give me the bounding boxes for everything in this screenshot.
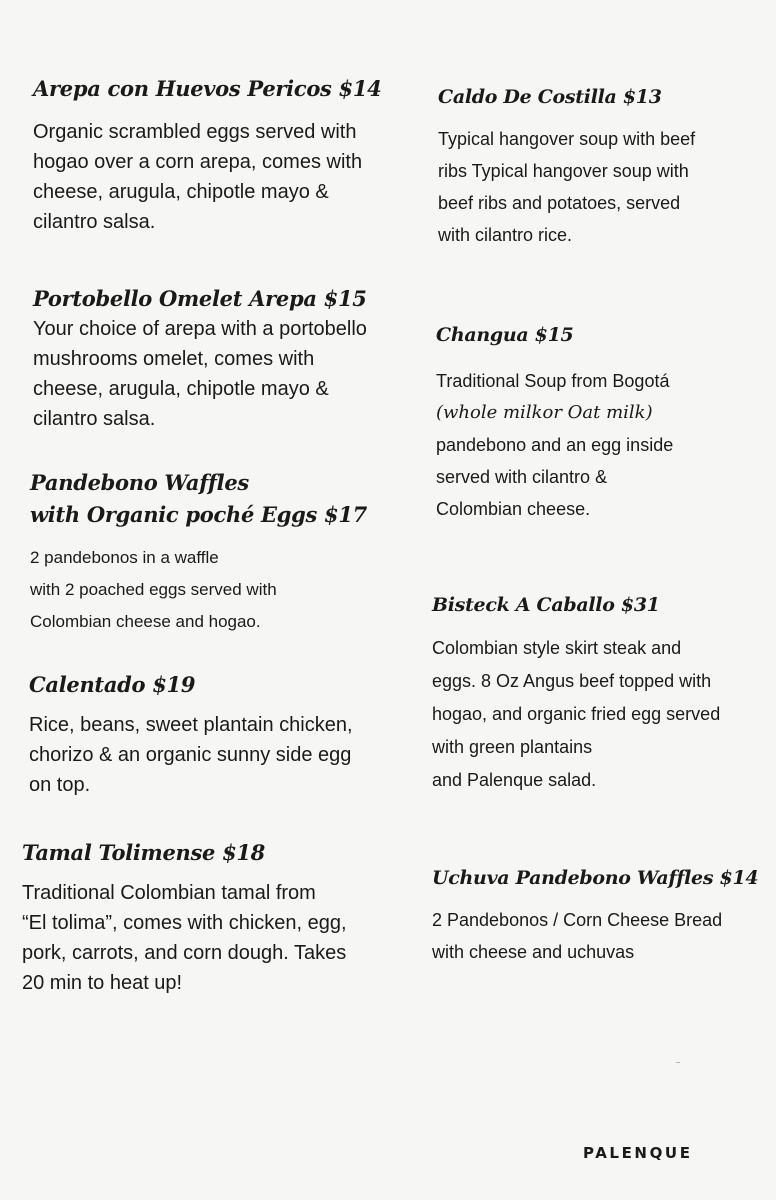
item-description: Rice, beans, sweet plantain chicken, chorizo & an organic sunny side egg on top. xyxy=(29,714,353,796)
item-description: 2 Pandebonos / Corn Cheese Bread with cheese and uchuvas xyxy=(432,910,723,962)
menu-item-tamal-tolimense xyxy=(22,840,347,998)
item-title: Changua $15 xyxy=(436,324,574,346)
menu-item-caldo-de-costilla xyxy=(438,85,695,251)
item-description: Typical hangover soup with beef ribs Typical hangover soup with beef ribs and potatoes, served with cilantro rice. xyxy=(438,129,696,245)
menu-item-pandebono-waffles xyxy=(30,470,367,638)
item-description: Traditional Soup from Bogotá (whole milkor Oat milk) pandebono and an egg inside served with cilantro & Colombian cheese. xyxy=(436,371,674,519)
menu-item-arepa-pericos xyxy=(33,76,382,237)
item-description: Colombian style skirt steak and eggs. 8 Oz Angus beef topped with hogao, and organic fried egg served with green plantains and Palenque salad. xyxy=(432,638,721,790)
item-title: Pandebono Waffles with Organic poché Eggs $17 xyxy=(30,470,367,527)
menu-item-bisteck-a-caballo xyxy=(432,593,720,797)
item-title: Caldo De Costilla $13 xyxy=(438,86,662,108)
brand-logo: PALENQUE xyxy=(583,1144,693,1162)
item-description: Organic scrambled eggs served with hogao over a corn arepa, comes with cheese, arugula, chipotle mayo & cilantro salsa. xyxy=(33,121,363,233)
item-description: Your choice of arepa with a portobello mushrooms omelet, comes with cheese, arugula, chipotle mayo & cilantro salsa. xyxy=(33,318,367,430)
menu-item-calentado xyxy=(29,672,353,800)
item-title: Portobello Omelet Arepa $15 xyxy=(33,286,367,311)
decorative-mark xyxy=(676,1062,680,1063)
item-title: Uchuva Pandebono Waffles $14 xyxy=(432,867,759,889)
item-description: 2 pandebonos in a waffle with 2 poached eggs served with Colombian cheese and hogao. xyxy=(30,548,277,631)
menu-item-changua xyxy=(436,323,673,525)
menu-item-portobello-omelet xyxy=(33,286,367,434)
menu-item-uchuva-pandebono-waffles xyxy=(432,866,758,968)
item-title: Calentado $19 xyxy=(29,672,196,697)
item-title: Bisteck A Caballo $31 xyxy=(432,594,660,616)
item-title: Arepa con Huevos Pericos $14 xyxy=(33,76,382,101)
item-title: Tamal Tolimense $18 xyxy=(22,840,265,865)
item-description: Traditional Colombian tamal from “El tolima”, comes with chicken, egg, pork, carrots, and corn dough. Takes 20 min to heat up! xyxy=(22,882,347,994)
